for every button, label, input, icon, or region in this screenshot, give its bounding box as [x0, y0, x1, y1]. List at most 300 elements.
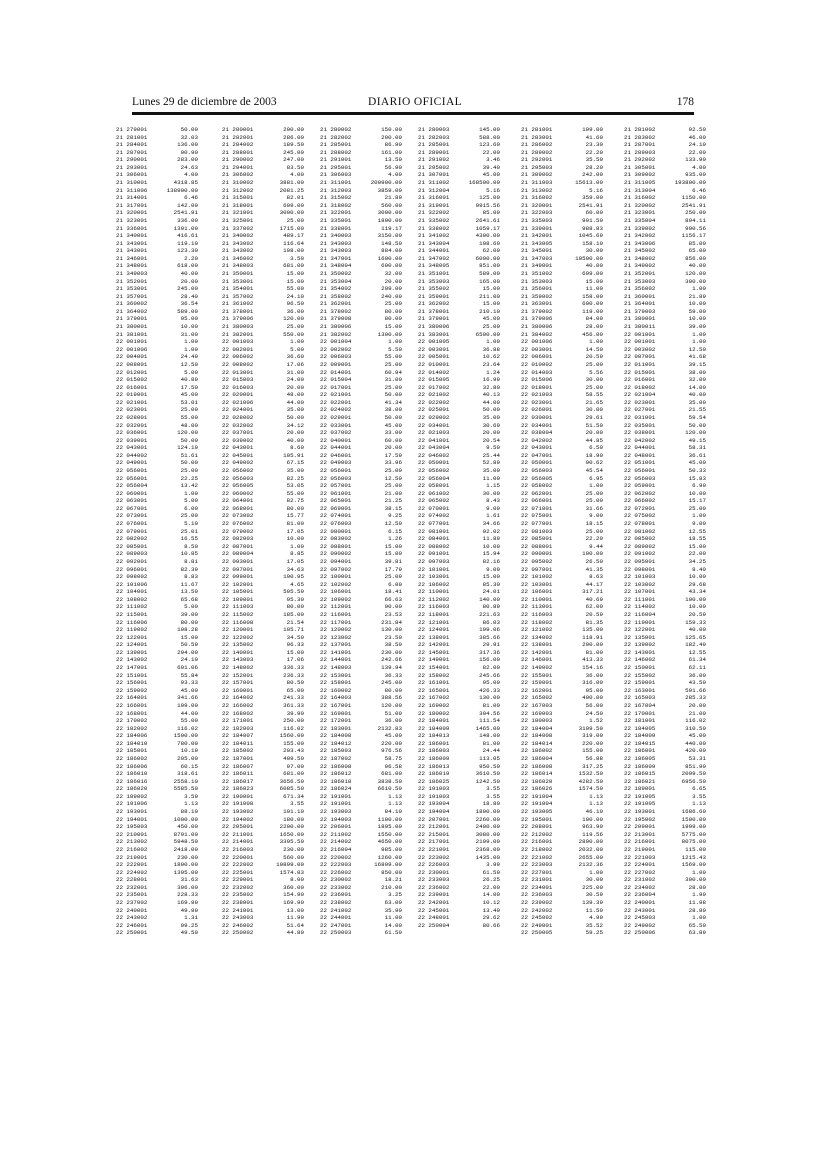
row-code: 22 056001 [320, 467, 352, 475]
table-row [222, 626, 304, 634]
table-row [222, 482, 304, 490]
table-row [418, 202, 500, 210]
row-code: 22 088001 [521, 542, 553, 550]
row-code: 22 074001 [320, 512, 352, 520]
row-value: 1.13 [388, 792, 402, 800]
row-value: 12.55 [688, 648, 706, 656]
row-value: 3610.50 [475, 770, 500, 778]
row-value: 935.00 [685, 171, 706, 179]
row-code: 21 323001 [624, 209, 656, 217]
table-row [116, 907, 198, 915]
row-value: 15.00 [384, 550, 402, 558]
table-row [521, 694, 603, 702]
row-value: 32.80 [482, 383, 500, 391]
row-code: 22 234001 [521, 883, 553, 891]
row-value: 11.89 [482, 535, 500, 543]
row-code: 22 186003 [418, 747, 450, 755]
row-value: 25.44 [482, 451, 500, 459]
table-row [320, 710, 402, 718]
row-value: 6.90 [692, 482, 706, 490]
table-row [418, 225, 500, 233]
table-row [418, 391, 500, 399]
row-value: 30.00 [585, 247, 603, 255]
row-value: 11.98 [688, 898, 706, 906]
table-row [418, 573, 500, 581]
table-row [624, 240, 706, 248]
table-row [624, 785, 706, 793]
row-value: 1.26 [388, 535, 402, 543]
row-value: 24.50 [585, 709, 603, 717]
row-code: 21 352001 [624, 269, 656, 277]
row-value: 8.83 [184, 573, 198, 581]
row-value: 154.90 [283, 891, 304, 899]
row-code: 22 235001 [116, 891, 148, 899]
table-row [222, 315, 304, 323]
row-value: 115.00 [685, 845, 706, 853]
row-value: 21.65 [585, 398, 603, 406]
table-row [624, 497, 706, 505]
table-row [624, 566, 706, 574]
row-code: 22 011001 [624, 360, 656, 368]
row-value: 1.00 [589, 482, 603, 490]
row-code: 22 021006 [222, 398, 254, 406]
row-code: 21 321001 [222, 209, 254, 217]
row-value: 118.91 [582, 633, 603, 641]
row-code: 22 014001 [320, 368, 352, 376]
row-value: 290.00 [582, 641, 603, 649]
table-row [418, 581, 500, 589]
table-row [521, 679, 603, 687]
row-code: 22 124001 [116, 641, 148, 649]
header-page-number: 178 [676, 96, 694, 108]
row-code: 22 076003 [320, 520, 352, 528]
row-code: 22 032002 [222, 421, 254, 429]
table-row [521, 331, 603, 339]
table-row [624, 369, 706, 377]
data-table [116, 126, 708, 1026]
table-column [521, 126, 603, 937]
row-code: 22 168002 [222, 709, 254, 717]
row-value: 17.05 [286, 557, 304, 565]
table-row [320, 437, 402, 445]
row-code: 22 184014 [521, 739, 553, 747]
row-code: 22 116006 [116, 618, 148, 626]
row-value: 600.00 [582, 300, 603, 308]
row-code: 22 186020 [116, 785, 148, 793]
row-value: 28.00 [688, 883, 706, 891]
row-value: 50.00 [180, 459, 198, 467]
table-row [521, 891, 603, 899]
table-row [222, 929, 304, 937]
row-code: 21 349001 [521, 262, 553, 270]
row-value: 304.56 [479, 709, 500, 717]
row-value: 24.01 [482, 588, 500, 596]
row-code: 21 339002 [624, 224, 656, 232]
row-code: 22 250003 [320, 929, 352, 937]
row-code: 22 107001 [624, 588, 656, 596]
row-value: 1242.50 [475, 777, 500, 785]
row-code: 22 043001 [116, 444, 148, 452]
row-code: 21 356002 [624, 285, 656, 293]
table-row [116, 141, 198, 149]
row-code: 21 311001 [320, 179, 352, 187]
table-row [116, 846, 198, 854]
row-value: 18.15 [585, 520, 603, 528]
table-row [320, 785, 402, 793]
row-value: 851.90 [685, 762, 706, 770]
table-row [624, 141, 706, 149]
row-code: 22 056004 [418, 474, 450, 482]
row-code: 22 168001 [116, 709, 148, 717]
table-row [320, 293, 402, 301]
row-code: 21 306002 [222, 171, 254, 179]
row-value: 59.54 [688, 413, 706, 421]
table-row [320, 414, 402, 422]
table-row [418, 444, 500, 452]
table-row [116, 285, 198, 293]
table-row [418, 323, 500, 331]
row-code: 22 027001 [624, 406, 656, 414]
row-code: 22 166001 [116, 701, 148, 709]
table-row [521, 740, 603, 748]
table-row [418, 187, 500, 195]
row-value: 22.00 [482, 883, 500, 891]
row-value: 32.00 [384, 269, 402, 277]
row-code: 22 247001 [320, 921, 352, 929]
row-code: 22 138001 [521, 641, 553, 649]
row-code: 22 111002 [116, 603, 148, 611]
row-value: 45.00 [482, 171, 500, 179]
row-code: 22 157001 [222, 679, 254, 687]
row-code: 21 317001 [116, 201, 148, 209]
row-value: 80.00 [286, 504, 304, 512]
row-value: 15613.00 [575, 179, 603, 187]
row-value: 221.63 [479, 611, 500, 618]
row-value: 5.50 [388, 345, 402, 353]
row-value: 1.24 [486, 368, 500, 376]
row-value: 15.00 [384, 542, 402, 550]
row-code: 22 227001 [521, 868, 553, 876]
row-value: 62.11 [688, 664, 706, 672]
table-row [320, 694, 402, 702]
row-value: 156.00 [479, 656, 500, 664]
row-value: 6956.50 [681, 777, 706, 785]
table-row [418, 687, 500, 695]
table-row [521, 770, 603, 778]
row-value: 40.89 [180, 376, 198, 384]
table-row [418, 406, 500, 414]
row-code: 22 185002 [222, 747, 254, 755]
row-code: 21 310002 [222, 179, 254, 187]
row-value: 80.00 [384, 686, 402, 694]
row-value: 95.00 [482, 679, 500, 687]
row-value: 963.90 [582, 823, 603, 831]
row-code: 21 348005 [418, 262, 450, 270]
table-row [116, 331, 198, 339]
row-code: 22 194003 [320, 815, 352, 823]
row-code: 22 023001 [116, 406, 148, 414]
row-value: 62.00 [585, 603, 603, 611]
row-value: 2655.00 [578, 853, 603, 861]
row-code: 22 186007 [222, 762, 254, 770]
row-code: 21 335004 [624, 216, 656, 224]
row-value: 101.10 [283, 808, 304, 816]
table-row [320, 444, 402, 452]
row-code: 21 348001 [116, 262, 148, 270]
row-code: 21 318002 [320, 201, 352, 209]
table-row [222, 732, 304, 740]
row-value: 409.50 [283, 754, 304, 762]
row-value: 6.46 [184, 194, 198, 202]
row-value: 9.00 [692, 520, 706, 528]
table-row [418, 240, 500, 248]
row-value: 50.00 [180, 436, 198, 444]
row-value: 14.00 [482, 891, 500, 899]
table-row [116, 429, 198, 437]
row-value: 88.10 [180, 808, 198, 816]
table-row [521, 399, 603, 407]
row-value: 317.36 [479, 648, 500, 656]
table-row [624, 293, 706, 301]
table-row [320, 285, 402, 293]
row-code: 22 121001 [418, 618, 450, 626]
row-value: 35.52 [585, 921, 603, 929]
row-code: 22 191003 [418, 792, 450, 800]
row-value: 36.54 [180, 300, 198, 308]
row-value: 158.10 [582, 239, 603, 247]
row-value: 11.00 [384, 914, 402, 922]
row-code: 21 350002 [320, 269, 352, 277]
row-code: 22 056003 [320, 474, 352, 482]
row-value: 220.00 [582, 739, 603, 747]
row-value: 426.33 [479, 686, 500, 694]
row-value: 148.00 [479, 732, 500, 740]
row-code: 22 170001 [624, 709, 656, 717]
row-code: 22 015001 [624, 368, 656, 376]
row-code: 22 143002 [116, 656, 148, 664]
row-code: 22 068001 [222, 504, 254, 512]
table-row [624, 656, 706, 664]
row-code: 21 322003 [521, 209, 553, 217]
row-code: 22 013001 [222, 368, 254, 376]
row-value: 65.68 [180, 595, 198, 603]
row-value: 18.41 [384, 588, 402, 596]
row-code: 22 138001 [418, 633, 450, 641]
row-value: 5585.50 [173, 785, 198, 793]
table-row [320, 134, 402, 142]
row-code: 22 029002 [418, 413, 450, 421]
row-code: 22 012001 [116, 368, 148, 376]
row-code: 22 237002 [116, 898, 148, 906]
row-value: 300.00 [685, 876, 706, 884]
row-value: 125.00 [479, 194, 500, 202]
table-row [222, 869, 304, 877]
row-value: 1.13 [184, 800, 198, 808]
row-value: 850.00 [381, 868, 402, 876]
row-value: 1.00 [692, 338, 706, 346]
table-row [624, 232, 706, 240]
row-code: 21 280001 [222, 126, 254, 133]
row-code: 22 184013 [418, 732, 450, 740]
row-value: 228.33 [177, 891, 198, 899]
row-code: 22 227002 [624, 868, 656, 876]
row-code: 21 347003 [521, 254, 553, 262]
table-row [320, 315, 402, 323]
row-code: 22 074002 [418, 512, 450, 520]
row-value: 1.52 [589, 717, 603, 725]
row-code: 22 046002 [418, 451, 450, 459]
table-row [320, 247, 402, 255]
table-row [222, 353, 304, 361]
table-row [116, 535, 198, 543]
row-code: 22 021001 [116, 398, 148, 406]
row-value: 2368.00 [475, 845, 500, 853]
row-value: 699.00 [283, 201, 304, 209]
row-code: 22 246002 [222, 921, 254, 929]
row-value: 61.50 [384, 929, 402, 937]
row-value: 1.13 [589, 792, 603, 800]
table-row [116, 763, 198, 771]
row-code: 22 060001 [116, 489, 148, 497]
row-value: 50.33 [688, 467, 706, 475]
table-row [116, 194, 198, 202]
table-row [418, 475, 500, 483]
table-row [116, 270, 198, 278]
table-row [320, 838, 402, 846]
row-value: 2200.00 [279, 823, 304, 831]
row-value: 1.00 [486, 338, 500, 346]
row-value: 8.00 [290, 876, 304, 884]
row-code: 22 084001 [418, 535, 450, 543]
table-row [116, 694, 198, 702]
row-code: 21 341002 [418, 232, 450, 240]
table-row [624, 505, 706, 513]
row-code: 21 343002 [222, 239, 254, 247]
row-code: 21 316001 [418, 194, 450, 202]
row-code: 22 066002 [624, 497, 656, 505]
row-code: 22 184012 [320, 739, 352, 747]
row-value: 139.39 [582, 898, 603, 906]
row-value: 440.00 [685, 739, 706, 747]
row-value: 13.40 [482, 906, 500, 914]
row-value: 5.00 [184, 497, 198, 505]
row-value: 3.99 [486, 861, 500, 869]
row-value: 1.31 [184, 914, 198, 922]
table-row [116, 854, 198, 862]
table-row [521, 384, 603, 392]
table-row [418, 353, 500, 361]
row-code: 22 186001 [624, 747, 656, 755]
row-value: 31.00 [286, 368, 304, 376]
table-row [222, 679, 304, 687]
table-row [222, 778, 304, 786]
table-row [521, 262, 603, 270]
table-row [521, 520, 603, 528]
row-code: 22 181001 [624, 717, 656, 725]
row-code: 22 036001 [116, 429, 148, 437]
row-code: 21 295003 [521, 163, 553, 171]
row-code: 21 287001 [624, 141, 656, 149]
row-value: 130.00 [479, 694, 500, 702]
row-code: 21 343003 [320, 247, 352, 255]
row-code: 22 233002 [320, 883, 352, 891]
row-code: 22 149002 [521, 664, 553, 672]
row-value: 45.00 [180, 391, 198, 399]
row-code: 22 184001 [418, 717, 450, 725]
table-row [521, 505, 603, 513]
row-value: 12.50 [384, 474, 402, 482]
row-value: 39.15 [688, 360, 706, 368]
table-row [116, 823, 198, 831]
row-value: 90.90 [180, 148, 198, 156]
table-row [116, 899, 198, 907]
row-value: 60.00 [585, 209, 603, 217]
row-code: 22 056003 [222, 474, 254, 482]
row-code: 21 284002 [222, 141, 254, 149]
row-code: 22 069001 [320, 504, 352, 512]
row-value: 1800.00 [377, 216, 402, 224]
row-value: 4318.85 [173, 179, 198, 187]
table-row [418, 156, 500, 164]
row-value: 1.00 [589, 868, 603, 876]
table-row [624, 846, 706, 854]
row-code: 21 281001 [521, 126, 553, 133]
row-code: 22 073001 [116, 512, 148, 520]
row-code: 22 223002 [418, 853, 450, 861]
row-value: 82.01 [286, 194, 304, 202]
row-value: 44.00 [482, 398, 500, 406]
table-row [320, 626, 402, 634]
row-code: 22 005001 [418, 353, 450, 361]
table-row [116, 816, 198, 824]
row-code: 22 226002 [320, 868, 352, 876]
row-code: 21 343005 [521, 239, 553, 247]
row-code: 22 169001 [320, 709, 352, 717]
table-row [521, 369, 603, 377]
row-value: 10899.00 [276, 861, 304, 869]
row-code: 21 288002 [320, 148, 352, 156]
row-value: 242.66 [381, 656, 402, 664]
table-row [222, 308, 304, 316]
table-row [222, 725, 304, 733]
row-value: 52.89 [482, 459, 500, 467]
row-value: 8.85 [290, 550, 304, 558]
row-code: 21 378001 [418, 307, 450, 315]
row-value: 211.00 [479, 292, 500, 300]
row-value: 1560.00 [279, 732, 304, 740]
row-value: 116.02 [283, 724, 304, 732]
table-row [222, 331, 304, 339]
row-value: 230.00 [381, 648, 402, 656]
row-code: 22 120001 [222, 626, 254, 634]
table-row [320, 717, 402, 725]
row-value: 6000.00 [475, 254, 500, 262]
table-row [320, 141, 402, 149]
row-value: 3000.00 [279, 209, 304, 217]
row-code: 22 101003 [624, 573, 656, 581]
row-value: 123.30 [177, 247, 198, 255]
row-code: 22 016001 [624, 376, 656, 384]
table-row [320, 611, 402, 619]
row-code: 22 118002 [521, 618, 553, 626]
header-journal-title: DIARIO OFICIAL [368, 96, 463, 108]
row-value: 15.00 [482, 285, 500, 293]
table-row [624, 907, 706, 915]
table-row [521, 603, 603, 611]
table-row [624, 664, 706, 672]
table-row [418, 641, 500, 649]
row-value: 1045.69 [578, 232, 603, 240]
